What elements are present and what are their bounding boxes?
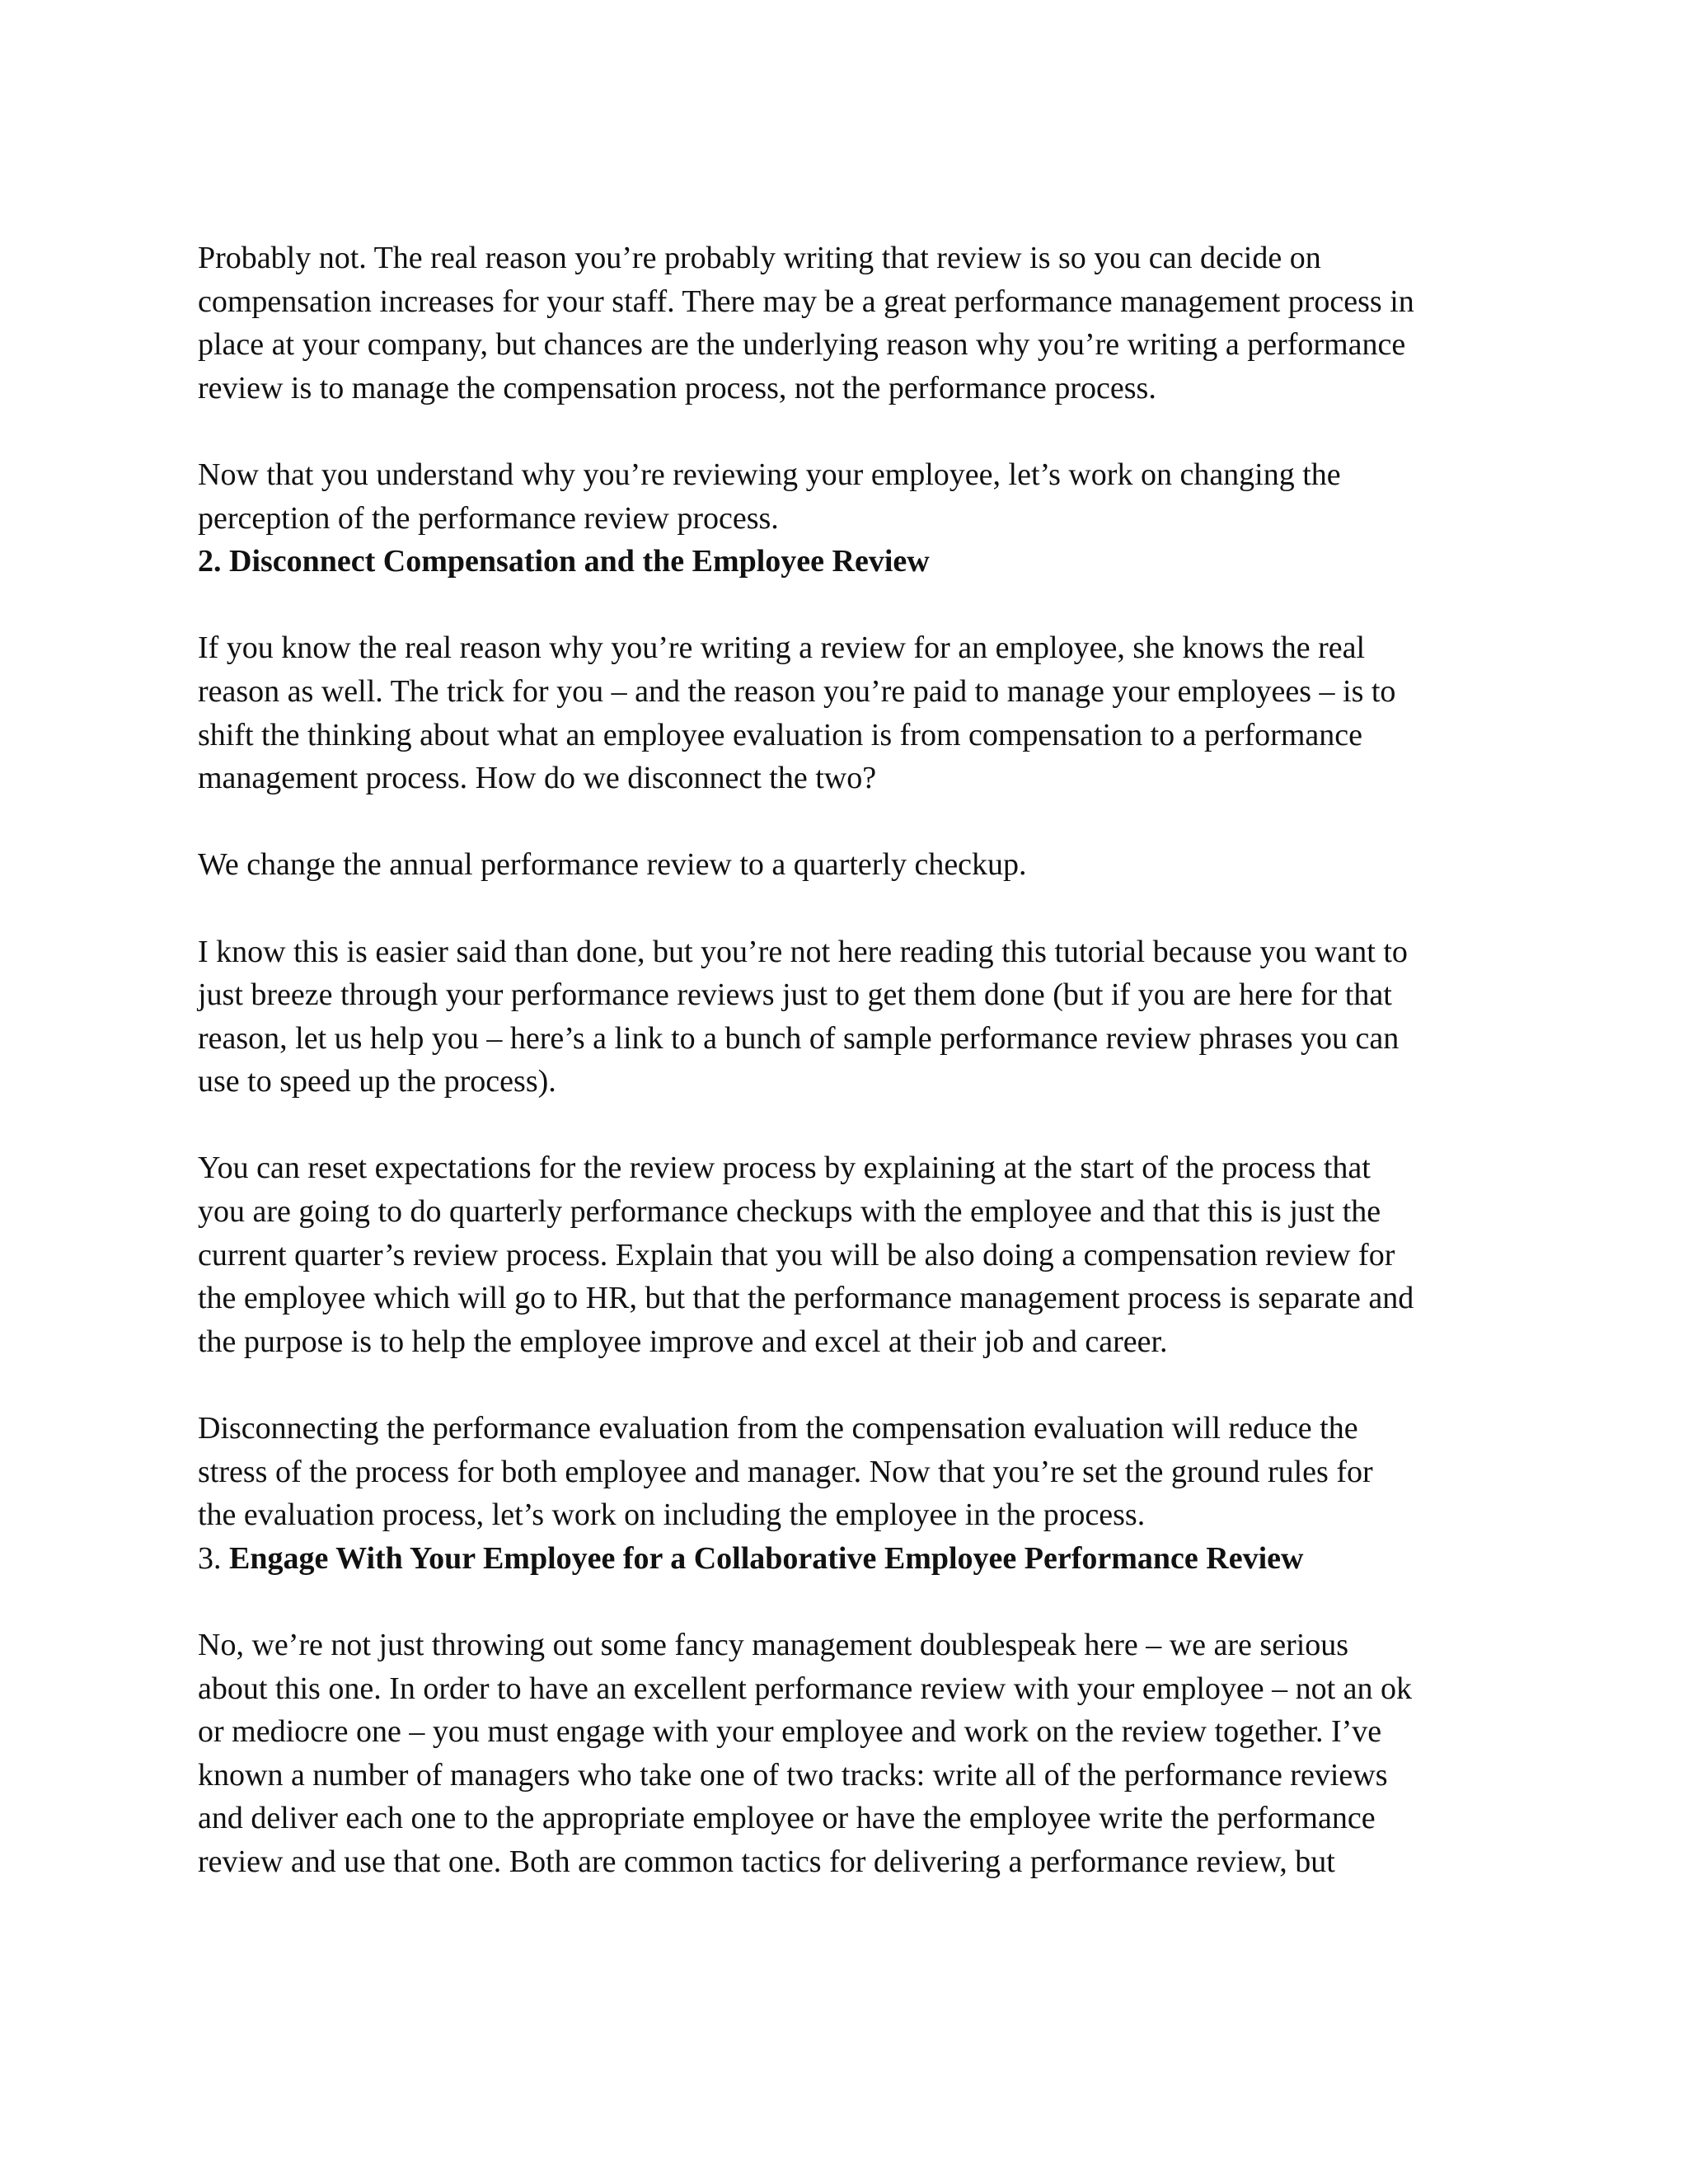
text-line: Now that you understand why you’re reviewing your employee, let’s work on changing the [198,457,1341,492]
text-line: use to speed up the process). [198,1064,556,1099]
paragraph-spacer [198,887,1484,930]
text-line: just breeze through your performance reviews just to get them done (but if you are here for that [198,977,1392,1013]
section-heading-3 [198,1537,1484,1581]
paragraph-spacer [198,1580,1484,1624]
text-line: compensation increases for your staff. There may be a great performance management process in [198,284,1414,319]
text-line: the evaluation process, let’s work on including the employee in the process. [198,1497,1146,1533]
paragraph-2 [198,453,1484,540]
text-line: the purpose is to help the employee improve and excel at their job and career. [198,1324,1168,1359]
paragraph-7 [198,1407,1484,1537]
paragraph-1 [198,237,1484,410]
paragraph-spacer [198,410,1484,453]
paragraph-spacer [198,800,1484,844]
paragraph-8 [198,1624,1484,1884]
text-line: stress of the process for both employee and manager. Now that you’re set the ground rules for [198,1454,1373,1489]
text-line: known a number of managers who take one of two tracks: write all of the performance reviews [198,1757,1388,1793]
document-body [198,237,1484,1884]
text-line: management process. How do we disconnect the two? [198,761,877,796]
paragraph-5 [198,930,1484,1104]
text-line: perception of the performance review process. [198,500,779,536]
section-heading-3-text: Engage With Your Employee for a Collaborative Employee Performance Review [229,1540,1304,1576]
text-line: current quarter’s review process. Explain that you will be also doing a compensation review for [198,1237,1395,1272]
text-line: review is to manage the compensation process, not the performance process. [198,370,1156,405]
text-line: You can reset expectations for the review process by explaining at the start of the process that [198,1151,1371,1186]
text-line: I know this is easier said than done, but you’re not here reading this tutorial because you want to [198,934,1408,969]
text-line: shift the thinking about what an employee evaluation is from compensation to a performance [198,717,1362,752]
text-line: the employee which will go to HR, but that the performance management process is separate and [198,1281,1414,1316]
text-line: and deliver each one to the appropriate employee or have the employee write the performance [198,1801,1376,1836]
text-line: No, we’re not just throwing out some fancy management doublespeak here – we are serious [198,1628,1349,1662]
text-line: place at your company, but chances are the underlying reason why you’re writing a performance [198,327,1406,363]
text-line: If you know the real reason why you’re writing a review for an employee, she knows the real [198,630,1366,666]
paragraph-3 [198,626,1484,799]
paragraph-spacer [198,1363,1484,1407]
text-line: review and use that one. Both are common tactics for delivering a performance review, but [198,1844,1335,1879]
text-line: reason, let us help you – here’s a link to a bunch of sample performance review phrases you can [198,1020,1400,1056]
section-heading-2: 2. Disconnect Compensation and the Employee Review [198,544,930,579]
text-line: or mediocre one – you must engage with your employee and work on the review together. I’ve [198,1714,1382,1750]
text-line: Probably not. The real reason you’re probably writing that review is so you can decide on [198,241,1321,275]
paragraph-6 [198,1146,1484,1363]
text-line: you are going to do quarterly performance checkups with the employee and that this is just the [198,1194,1381,1230]
paragraph-spacer [198,1104,1484,1147]
paragraph-spacer [198,583,1484,627]
section-heading-3-number: 3. [198,1540,229,1576]
text-line: about this one. In order to have an excellent performance review with your employee – not an ok [198,1671,1413,1706]
text-line: reason as well. The trick for you – and the reason you’re paid to manage your employees – is to [198,673,1396,709]
text-line: Disconnecting the performance evaluation from the compensation evaluation will reduce the [198,1411,1358,1446]
text-line: We change the annual performance review to a quarterly checkup. [198,847,1027,883]
paragraph-4 [198,843,1484,887]
